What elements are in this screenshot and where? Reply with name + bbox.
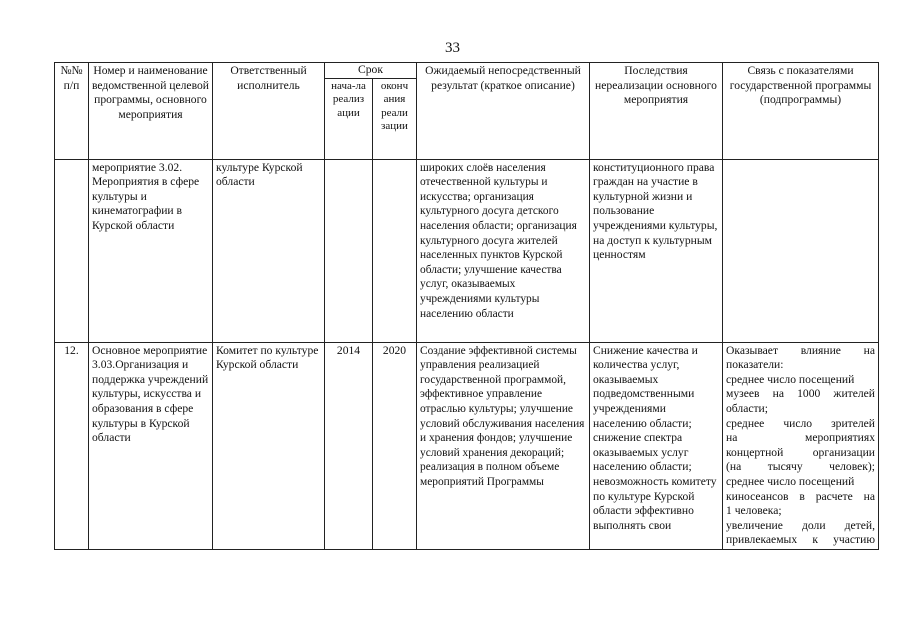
cell-program: мероприятие 3.02. Мероприятия в сфере культуры и кинематографии в Курской области (89, 159, 213, 342)
table-row (55, 159, 879, 342)
program-table (54, 62, 879, 550)
cell-link (723, 342, 879, 549)
header-consequences: Последствия нереализации основного мероприятия (590, 63, 723, 160)
link-line: привлекаемых к участию (726, 533, 875, 547)
link-line: показатели: (726, 358, 784, 372)
header-num: №№ п/п (55, 63, 89, 160)
page-number: 33 (445, 40, 460, 56)
link-line: музеев на 1000 жителей (726, 387, 875, 401)
link-line: (на тысячу человек); (726, 460, 875, 474)
cell-result: Создание эффективной системы управления реализацией государственной программой, эффективное управление отраслью культуры; улучшение условий обслуживания населения и хранения фондов; улучшение условий хранения декораций; реализация в полном объеме мероприятий Программы (417, 342, 590, 549)
link-line: киносеансов в расчете на (726, 489, 875, 503)
header-executor: Ответственный исполнитель (213, 63, 325, 160)
header-end: оконч ания реали зации (373, 78, 417, 159)
cell-end (373, 159, 417, 342)
link-line: на мероприятиях (726, 431, 875, 445)
cell-end: 2020 (373, 342, 417, 549)
link-line: 1 человека; (726, 504, 782, 518)
header-start: нача-ла реализ ации (325, 78, 373, 159)
cell-consequences: Снижение качества и количества услуг, оказываемых подведомственными учреждениями населению области; снижение спектра оказываемых услуг населению области; невозможность комитету по культуре Курской области эффективно выполнять свои (590, 342, 723, 549)
cell-executor: Комитет по культуре Курской области (213, 342, 325, 549)
header-row (55, 63, 879, 79)
link-line: области; (726, 401, 768, 415)
cell-consequences: конституционного права граждан на участие в культурной жизни и пользование учреждениями культуры, на доступ к культурным ценностям (590, 159, 723, 342)
cell-start: 2014 (325, 342, 373, 549)
link-line: среднее число посещений (726, 474, 855, 488)
header-program: Номер и наименование ведомственной целевой программы, основного мероприятия (89, 63, 213, 160)
link-line: среднее число посещений (726, 372, 855, 386)
header-result: Ожидаемый непосредственный результат (краткое описание) (417, 63, 590, 160)
cell-start (325, 159, 373, 342)
link-line: увеличение доли детей, (726, 518, 875, 532)
link-line: концертной организации (726, 445, 875, 459)
cell-executor: культуре Курской области (213, 159, 325, 342)
cell-program: Основное мероприятие 3.03.Организация и поддержка учреждений культуры, искусства и образования в сфере культуры в Курской области (89, 342, 213, 549)
header-link: Связь с показателями государственной программы (подпрограммы) (723, 63, 879, 160)
header-term: Срок (325, 63, 417, 79)
link-line: среднее число зрителей (726, 416, 875, 430)
table-row (55, 342, 879, 549)
link-line: Оказывает влияние на (726, 343, 875, 357)
cell-num (55, 159, 89, 342)
cell-num: 12. (55, 342, 89, 549)
cell-result: широких слоёв населения отечественной культуры и искусства; организация культурного досуга детского населения области; организация культурного досуга жителей населенных пунктов Курской области; улучшение качества услуг, оказываемых учреждениями культуры населению области (417, 159, 590, 342)
cell-link (723, 159, 879, 342)
